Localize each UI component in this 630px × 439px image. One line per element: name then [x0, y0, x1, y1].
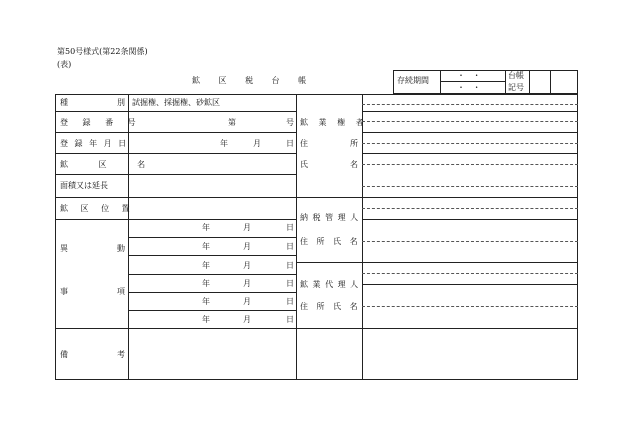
change-date-d: 日	[286, 315, 294, 324]
address-label: 住	[300, 139, 308, 148]
form-number: 第50号様式(第22条関係)	[57, 47, 148, 56]
change-date-y: 年	[202, 297, 210, 306]
change-date-m: 月	[243, 297, 251, 306]
location-label: 鉱 区 位 置	[60, 204, 135, 213]
area-label: 面積又は延長	[60, 181, 108, 190]
change-date-m: 月	[243, 223, 251, 232]
mine-name-label: 鉱 区 名	[60, 160, 160, 169]
change-date-m: 月	[243, 261, 251, 270]
remarks-label-2: 考	[117, 350, 125, 359]
name-label: 氏	[300, 160, 308, 169]
remarks-label-1: 備	[60, 350, 68, 359]
reg-date-label: 登 録 年 月 日	[60, 139, 129, 148]
period-label: 存続期間	[397, 76, 429, 85]
type-value: 試掘権、採掘権、砂鉱区	[132, 98, 220, 107]
change-date-d: 日	[286, 223, 294, 232]
change-date-y: 年	[202, 242, 210, 251]
ledger-label-1: 台帳	[508, 71, 524, 80]
period-start: ・ ・	[457, 71, 481, 80]
change-date-m: 月	[243, 279, 251, 288]
reg-no-label: 登 録 番 号	[60, 118, 142, 127]
address-label-2: 所	[350, 139, 358, 148]
tax-manager-addr-label: 住 所 氏 名	[300, 237, 361, 246]
reg-no-prefix: 第	[228, 118, 236, 127]
holder-label: 鉱 業 権 者	[300, 118, 368, 127]
change-label-2: 動	[117, 244, 125, 253]
change-label-4: 項	[117, 287, 125, 296]
agent-label: 鉱 業 代 理 人	[300, 280, 360, 289]
reg-date-m: 月	[253, 139, 261, 148]
change-label-1: 異	[60, 244, 68, 253]
tax-manager-label: 納 税 管 理 人	[300, 213, 360, 222]
change-date-m: 月	[243, 315, 251, 324]
reg-no-suffix: 号	[286, 118, 294, 127]
change-date-y: 年	[202, 261, 210, 270]
form-title: 鉱 区 税 台 帳	[192, 76, 315, 85]
change-label-3: 事	[60, 287, 68, 296]
ledger-label-2: 記号	[508, 83, 524, 92]
form-side: (表)	[57, 60, 72, 69]
agent-addr-label: 住 所 氏 名	[300, 302, 361, 311]
change-date-y: 年	[202, 223, 210, 232]
change-date-y: 年	[202, 315, 210, 324]
change-date-d: 日	[286, 261, 294, 270]
type-label-b: 別	[117, 98, 125, 107]
name-label-2: 名	[350, 160, 358, 169]
change-date-m: 月	[243, 242, 251, 251]
change-date-y: 年	[202, 279, 210, 288]
type-label-a: 種	[60, 98, 68, 107]
change-date-d: 日	[286, 297, 294, 306]
period-end: ・ ・	[457, 83, 481, 92]
change-date-d: 日	[286, 279, 294, 288]
change-date-d: 日	[286, 242, 294, 251]
reg-date-y: 年	[220, 139, 228, 148]
reg-date-d: 日	[286, 139, 294, 148]
